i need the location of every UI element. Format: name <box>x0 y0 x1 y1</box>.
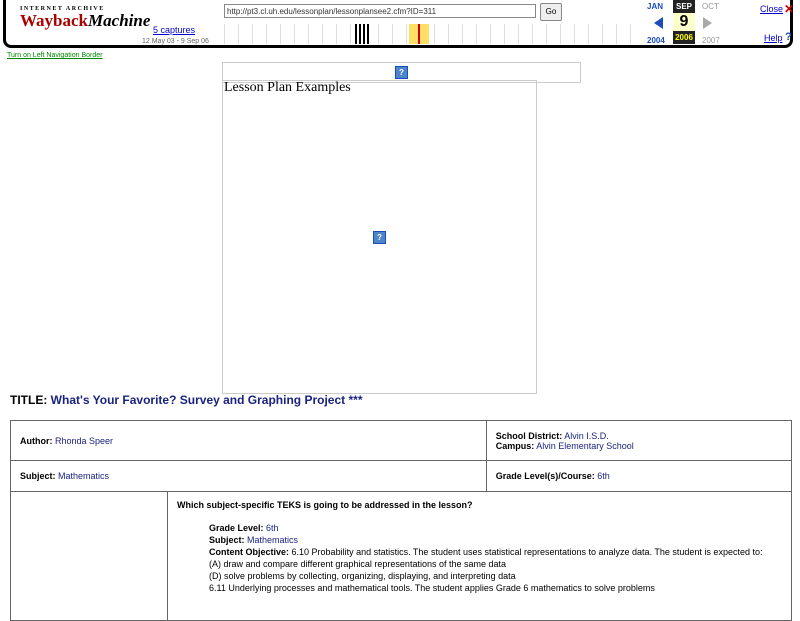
district-campus-cell <box>486 421 791 461</box>
timeline-tick[interactable] <box>367 24 369 44</box>
help-icon[interactable]: ? <box>785 31 792 43</box>
timeline-tick[interactable] <box>359 24 361 44</box>
author-label: Author: <box>20 435 53 446</box>
campus-value: Alvin Elementary School <box>536 440 634 451</box>
campus-label: Campus: <box>495 440 535 451</box>
help-link[interactable]: Help <box>764 33 783 43</box>
district-label: School District: <box>495 430 563 441</box>
title-label: TITLE: <box>10 393 48 407</box>
capture-range: 12 May 03 - 9 Sep 06 <box>142 38 209 45</box>
district-value: Alvin I.S.D. <box>564 430 609 441</box>
author-cell <box>11 421 487 461</box>
next-month-label: OCT <box>702 2 719 11</box>
title-value: What's Your Favorite? Survey and Graphing Project *** <box>50 393 363 407</box>
wayback-toolbar <box>3 0 793 48</box>
lesson-info-table <box>10 420 792 621</box>
left-nav-toggle-link[interactable]: Turn on Left Navigation Border <box>7 52 103 59</box>
wayback-logo[interactable] <box>20 6 151 38</box>
grade-cell <box>486 461 791 492</box>
capture-timeline[interactable] <box>224 24 642 44</box>
teks-cell <box>168 492 792 621</box>
lesson-plan-banner-title: Lesson Plan Examples <box>224 80 351 95</box>
objective-label: Content Objective: <box>209 547 290 557</box>
author-value: Rhonda Speer <box>55 435 114 446</box>
teks-grade-value: 6th <box>266 523 279 533</box>
table-row <box>11 461 792 492</box>
captures-link[interactable]: 5 captures <box>153 25 196 35</box>
table-row <box>11 421 792 461</box>
missing-image-icon: ? <box>395 66 408 79</box>
close-link[interactable]: Close <box>760 4 784 14</box>
grade-label: Grade Level(s)/Course: <box>495 471 595 481</box>
next-capture-arrow-icon <box>703 17 712 29</box>
lesson-title <box>10 393 362 407</box>
subject-value: Mathematics <box>58 471 110 481</box>
next-year-label: 2007 <box>702 36 720 45</box>
subject-label: Subject: <box>20 471 56 481</box>
empty-cell <box>11 492 168 621</box>
missing-image-icon: ? <box>373 231 386 244</box>
table-row <box>11 492 792 621</box>
timeline-tick[interactable] <box>363 24 365 44</box>
prev-year-label[interactable]: 2004 <box>647 36 665 45</box>
timeline-current-capture[interactable] <box>418 24 420 44</box>
teks-subject-label: Subject: <box>209 535 245 545</box>
teks-subject-value: Mathematics <box>247 535 299 545</box>
teks-grade-label: Grade Level: <box>209 523 264 533</box>
teks-question: Which subject-specific TEKS is going to be addressed in the lesson? <box>177 500 473 510</box>
logo-machine: Machine <box>88 11 151 30</box>
subject-cell <box>11 461 487 492</box>
current-month: SEP <box>675 2 692 11</box>
current-capture-date <box>673 0 695 44</box>
objective-item-a: (A) draw and compare different graphical representations of the same data <box>209 559 506 569</box>
prev-month-label[interactable]: JAN <box>647 2 664 11</box>
prev-capture-arrow-icon[interactable] <box>654 17 663 29</box>
teks-details <box>209 522 782 594</box>
url-input[interactable]: http://pt3.cl.uh.edu/lessonplan/lessonplansee2.cfm?ID=311 <box>224 4 536 18</box>
objective-value: 6.10 Probability and statistics. The student uses statistical representations to analyze data. The student is expected to: <box>291 547 763 557</box>
logo-line1: INTERNET ARCHIVE <box>20 6 105 12</box>
logo-wayback: Wayback <box>20 11 89 30</box>
grade-value: 6th <box>597 471 610 481</box>
objective-next: 6.11 Underlying processes and mathematical tools. The student applies Grade 6 mathematics to solve problems <box>209 583 655 593</box>
close-icon[interactable]: ✕ <box>784 2 795 16</box>
current-year: 2006 <box>675 33 693 42</box>
go-button[interactable]: Go <box>540 3 562 21</box>
timeline-tick[interactable] <box>355 24 357 44</box>
objective-item-d: (D) solve problems by collecting, organizing, displaying, and interpreting data <box>209 571 516 581</box>
current-day: 9 <box>673 13 695 31</box>
